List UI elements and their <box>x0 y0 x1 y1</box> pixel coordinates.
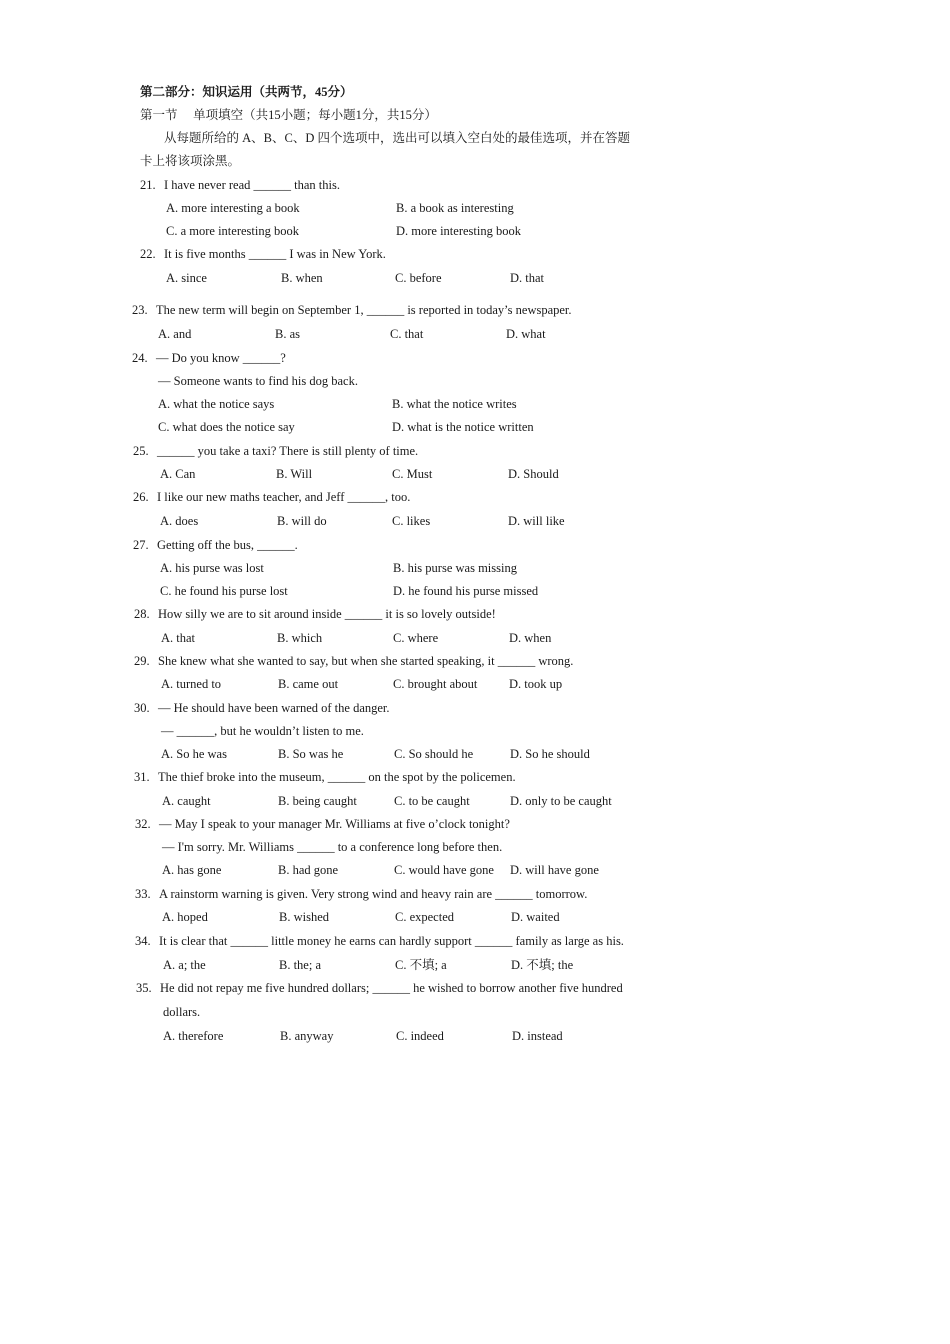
question-text: — He should have been warned of the danger. <box>158 701 390 715</box>
question-33-option-c: C. expected <box>395 910 455 924</box>
question-30-option-d: D. So he should <box>510 747 590 761</box>
question-24-stem <box>132 350 286 366</box>
question-29-option-b: B. came out <box>278 677 339 691</box>
question-23-option-c: C. that <box>390 327 424 341</box>
question-30-option-a: A. So he was <box>161 747 227 761</box>
question-number: 35. <box>136 981 152 995</box>
question-text: The thief broke into the museum, ______ on the spot by the policemen. <box>158 770 516 784</box>
question-31-option-d: D. only to be caught <box>510 794 612 808</box>
question-31-option-a: A. caught <box>162 794 211 808</box>
question-35-option-a: A. therefore <box>163 1029 224 1043</box>
section-title: 第二部分：知识运用（共两节，45分） <box>140 85 353 99</box>
question-text: — Do you know ______? <box>156 351 286 365</box>
question-number: 22. <box>140 247 156 261</box>
question-27-option-d: D. he found his purse missed <box>393 584 539 598</box>
question-number: 33. <box>135 887 151 901</box>
question-26-stem <box>133 489 410 505</box>
instruction-line-1: 从每题所给的 A、B、C、D 四个选项中，选出可以填入空白处的最佳选项，并在答题 <box>164 131 630 145</box>
question-25-option-b: B. Will <box>276 467 313 481</box>
question-24-option-c: C. what does the notice say <box>158 420 295 434</box>
question-number: 26. <box>133 490 149 504</box>
question-26-option-a: A. does <box>160 514 199 528</box>
question-text: — May I speak to your manager Mr. Williams at five o’clock tonight? <box>159 817 510 831</box>
question-number: 21. <box>140 178 156 192</box>
question-21-option-b: B. a book as interesting <box>396 201 514 215</box>
question-30-stem-line-2: — ______, but he wouldn’t listen to me. <box>161 724 364 738</box>
question-34-option-a: A. a; the <box>163 958 206 972</box>
question-34-option-b: B. the; a <box>279 958 322 972</box>
question-21-option-a: A. more interesting a book <box>166 201 300 215</box>
question-28-option-c: C. where <box>393 631 439 645</box>
question-32-stem <box>135 816 510 832</box>
section-subtitle: 第一节 单项填空（共15小题；每小题1分，共15分） <box>140 108 437 122</box>
question-number: 34. <box>135 934 151 948</box>
question-26-option-c: C. likes <box>392 514 431 528</box>
question-30-stem <box>134 700 390 716</box>
question-29-option-a: A. turned to <box>161 677 222 691</box>
question-27-option-c: C. he found his purse lost <box>160 584 288 598</box>
question-number: 31. <box>134 770 150 784</box>
question-21-stem <box>140 177 340 193</box>
question-27-stem <box>133 537 298 553</box>
question-text: I have never read ______ than this. <box>164 178 340 192</box>
question-text: ______ you take a taxi? There is still plenty of time. <box>157 444 419 458</box>
question-text: A rainstorm warning is given. Very strong wind and heavy rain are ______ tomorrow. <box>159 887 588 901</box>
question-31-option-b: B. being caught <box>278 794 357 808</box>
question-text: It is five months ______ I was in New York. <box>164 247 386 261</box>
question-35-option-b: B. anyway <box>280 1029 334 1043</box>
question-23-stem <box>132 302 572 318</box>
question-32-option-b: B. had gone <box>278 863 339 877</box>
question-21-option-c: C. a more interesting book <box>166 224 299 238</box>
question-23-option-b: B. as <box>275 327 300 341</box>
question-27-option-b: B. his purse was missing <box>393 561 517 575</box>
question-number: 32. <box>135 817 151 831</box>
question-26-option-d: D. will like <box>508 514 565 528</box>
question-number: 28. <box>134 607 150 621</box>
instruction-line-2: 卡上将该项涂黑。 <box>140 154 241 168</box>
question-25-stem <box>133 443 418 459</box>
question-text: I like our new maths teacher, and Jeff ______, too. <box>157 490 411 504</box>
question-21-option-d: D. more interesting book <box>396 224 521 238</box>
question-23-option-a: A. and <box>158 327 192 341</box>
question-28-option-b: B. which <box>277 631 323 645</box>
question-35-stem <box>136 980 623 996</box>
question-23-option-d: D. what <box>506 327 546 341</box>
question-33-option-a: A. hoped <box>162 910 208 924</box>
question-33-option-b: B. wished <box>279 910 329 924</box>
question-34-option-c: C. 不填; a <box>395 958 447 972</box>
question-29-option-d: D. took up <box>509 677 563 691</box>
question-28-option-a: A. that <box>161 631 196 645</box>
question-text: How silly we are to sit around inside ______ it is so lovely outside! <box>158 607 496 621</box>
question-24-option-b: B. what the notice writes <box>392 397 517 411</box>
question-35-stem-line-2: dollars. <box>163 1005 201 1019</box>
question-32-option-d: D. will have gone <box>510 863 599 877</box>
question-33-option-d: D. waited <box>511 910 560 924</box>
question-24-option-d: D. what is the notice written <box>392 420 534 434</box>
question-22-option-c: C. before <box>395 271 442 285</box>
question-text: Getting off the bus, ______. <box>157 538 298 552</box>
question-22-stem <box>140 246 386 262</box>
question-text: The new term will begin on September 1, ______ is reported in today’s newspaper. <box>156 303 572 317</box>
question-text: It is clear that ______ little money he earns can hardly support ______ family as large as his. <box>159 934 624 948</box>
question-25-option-c: C. Must <box>392 467 433 481</box>
question-28-stem <box>134 606 496 622</box>
question-24-stem-line-2: — Someone wants to find his dog back. <box>158 374 358 388</box>
question-32-option-a: A. has gone <box>162 863 222 877</box>
question-32-option-c: C. would have gone <box>394 863 494 877</box>
question-30-option-b: B. So was he <box>278 747 344 761</box>
question-28-option-d: D. when <box>509 631 552 645</box>
question-35-option-d: D. instead <box>512 1029 563 1043</box>
question-29-stem <box>134 653 573 669</box>
question-text: She knew what she wanted to say, but when she started speaking, it ______ wrong. <box>158 654 574 668</box>
question-25-option-a: A. Can <box>160 467 196 481</box>
question-number: 27. <box>133 538 149 552</box>
question-29-option-c: C. brought about <box>393 677 478 691</box>
question-number: 30. <box>134 701 150 715</box>
question-22-option-b: B. when <box>281 271 323 285</box>
question-34-option-d: D. 不填; the <box>511 958 574 972</box>
question-text: He did not repay me five hundred dollars; ______ he wished to borrow another five hundred <box>160 981 623 995</box>
question-31-stem <box>134 769 516 785</box>
question-32-stem-line-2: — I'm sorry. Mr. Williams ______ to a conference long before then. <box>162 840 503 854</box>
question-number: 24. <box>132 351 148 365</box>
question-number: 23. <box>132 303 148 317</box>
question-24-option-a: A. what the notice says <box>158 397 275 411</box>
question-31-option-c: C. to be caught <box>394 794 470 808</box>
question-33-stem <box>135 886 587 902</box>
question-27-option-a: A. his purse was lost <box>160 561 264 575</box>
question-number: 25. <box>133 444 149 458</box>
question-26-option-b: B. will do <box>277 514 327 528</box>
question-30-option-c: C. So should he <box>394 747 474 761</box>
question-25-option-d: D. Should <box>508 467 559 481</box>
question-35-option-c: C. indeed <box>396 1029 444 1043</box>
question-22-option-a: A. since <box>166 271 207 285</box>
question-number: 29. <box>134 654 150 668</box>
question-22-option-d: D. that <box>510 271 545 285</box>
question-34-stem <box>135 933 624 949</box>
